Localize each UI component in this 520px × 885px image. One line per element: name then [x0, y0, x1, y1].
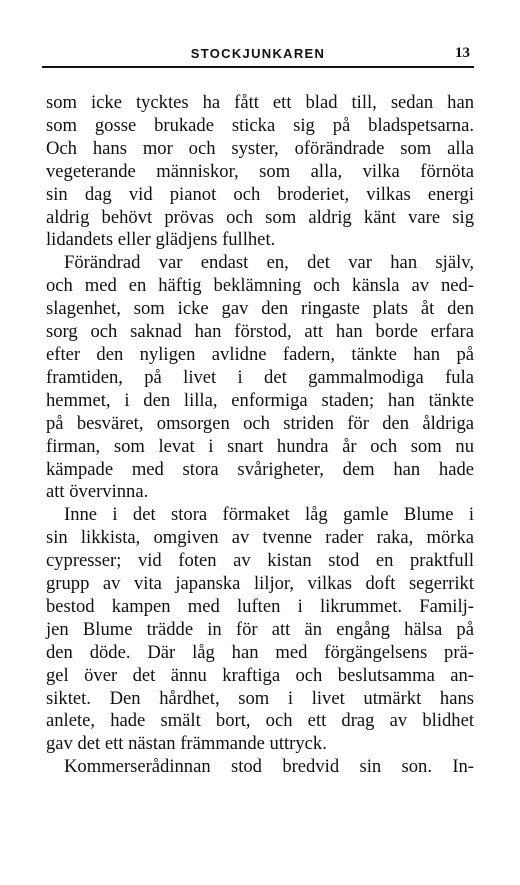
text-line: som gosse brukade sticka sig på bladspetsarna.	[46, 114, 474, 136]
text-line: lidandets eller glädjens fullhet.	[46, 229, 276, 251]
text-line: firman, som levat i snart hundra år och som nu	[46, 435, 474, 457]
paragraph-start-line: Inne i det stora förmaket låg gamle Blume i	[64, 504, 474, 526]
text-line: aldrig behövt prövas och som aldrig känt vare sig	[46, 206, 474, 228]
text-line: hemmet, i den lilla, enformiga staden; han tänkte	[46, 389, 474, 411]
text-line: vegeterande människor, som alla, vilka förnöta	[46, 160, 474, 182]
text-line: slagenhet, som icke gav den ringaste plats åt den	[46, 298, 474, 320]
text-line: jen Blume trädde in för att än engång hälsa på	[46, 618, 474, 640]
text-line: bestod kampen med luften i likrummet. Familj-	[46, 595, 474, 617]
text-line: som icke tycktes ha fått ett blad till, sedan han	[46, 92, 474, 113]
paragraph-start-line: Kommerserådinnan stod bredvid sin son. In-	[64, 756, 474, 778]
text-line: framtiden, på livet i det gammalmodiga fula	[46, 366, 474, 388]
page-number: 13	[455, 45, 470, 61]
body-text	[46, 92, 474, 779]
text-line: och med en häftig beklämning och känsla av ned-	[46, 275, 474, 297]
text-line: Och hans mor och syster, oförändrade som alla	[46, 137, 474, 159]
text-line: efter den nyligen avlidne fadern, tänkte han på	[46, 343, 474, 365]
text-line: kämpade med stora svårigheter, dem han hade	[46, 458, 474, 480]
text-line: sorg och saknad han förstod, att han borde erfara	[46, 321, 474, 343]
running-header	[42, 42, 474, 68]
text-line: siktet. Den hårdhet, som i livet utmärkt hans	[46, 687, 474, 709]
text-line: cypresser; vid foten av kistan stod en praktfull	[46, 550, 474, 572]
running-title: STOCKJUNKAREN	[190, 46, 326, 61]
text-line: grupp av vita japanska liljor, vilkas doft segerrikt	[46, 573, 474, 595]
text-line: sin dag vid pianot och broderiet, vilkas energi	[46, 183, 474, 205]
paragraph-start-line: Förändrad var endast en, det var han själv,	[64, 252, 474, 274]
text-line: på besväret, omsorgen och striden för den åldriga	[46, 412, 474, 434]
text-line: att övervinna.	[46, 481, 149, 503]
text-line: sin likkista, omgiven av tvenne rader raka, mörka	[46, 527, 474, 549]
text-line: gav det ett nästan främmande uttryck.	[46, 733, 327, 755]
text-line: den döde. Där låg han med förgängelsens prä-	[46, 641, 474, 663]
text-line: anlete, hade smält bort, och ett drag av blidhet	[46, 710, 474, 732]
text-line: gel över det ännu kraftiga och beslutsamma an-	[46, 664, 474, 686]
